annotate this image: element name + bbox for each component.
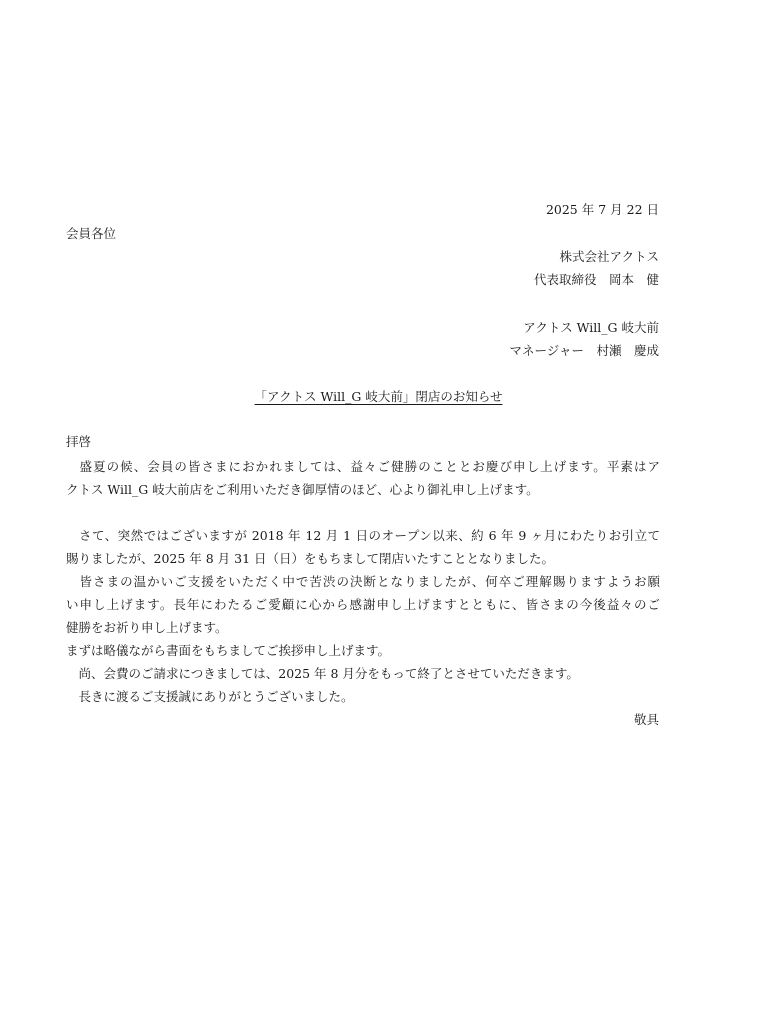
body-paragraph-1-line-2: クトス Will_G 岐大前店をご利用いただき御厚情のほど、心より御礼申し上げます。 xyxy=(66,482,539,497)
sender-store: アクトス Will_G 岐大前 xyxy=(523,320,659,335)
salutation: 拝啓 xyxy=(66,434,92,449)
recipient: 会員各位 xyxy=(66,226,117,241)
body-paragraph-5: 尚、会費のご請求につきましては、2025 年 8 月分をもって終了とさせていただきます。 xyxy=(66,666,579,681)
body-paragraph-2-line-1: さて、突然ではございますが 2018 年 12 月 1 日のオープン以来、約 6 年 9 ヶ月にわたりお引立て xyxy=(66,528,660,543)
body-paragraph-3-line-2: い申し上げます。長年にわたるご愛顧に心から感謝申し上げますとともに、皆さまの今後益々のご xyxy=(66,597,660,612)
letter-date: 2025 年 7 月 22 日 xyxy=(545,202,659,217)
closing: 敬具 xyxy=(633,712,659,727)
body-paragraph-3-line-3: 健勝をお祈り申し上げます。 xyxy=(66,620,228,635)
body-paragraph-3-line-1: 皆さまの温かいご支援をいただく中で苦渋の決断となりましたが、何卒ご理解賜りますようお願 xyxy=(66,574,660,589)
body-paragraph-2-line-2: 賜りましたが、2025 年 8 月 31 日（日）をもちまして閉店いたすこととなりました。 xyxy=(66,551,555,566)
body-paragraph-1-line-1: 盛夏の候、会員の皆さまにおかれましては、益々ご健勝のこととお慶び申し上げます。平素はア xyxy=(66,459,660,474)
notice-title-text: 「アクトス Will_G 岐大前」閉店のお知らせ xyxy=(254,389,503,404)
sender-manager: マネージャー 村瀬 慶成 xyxy=(509,343,659,358)
sender-representative: 代表取締役 岡本 健 xyxy=(533,272,659,287)
sender-company: 株式会社アクトス xyxy=(559,249,659,264)
body-paragraph-4: まずは略儀ながら書面をもちましてご挨拶申し上げます。 xyxy=(66,643,391,658)
body-paragraph-6: 長きに渡るご支援誠にありがとうございました。 xyxy=(66,689,354,704)
notice-title xyxy=(0,389,757,405)
